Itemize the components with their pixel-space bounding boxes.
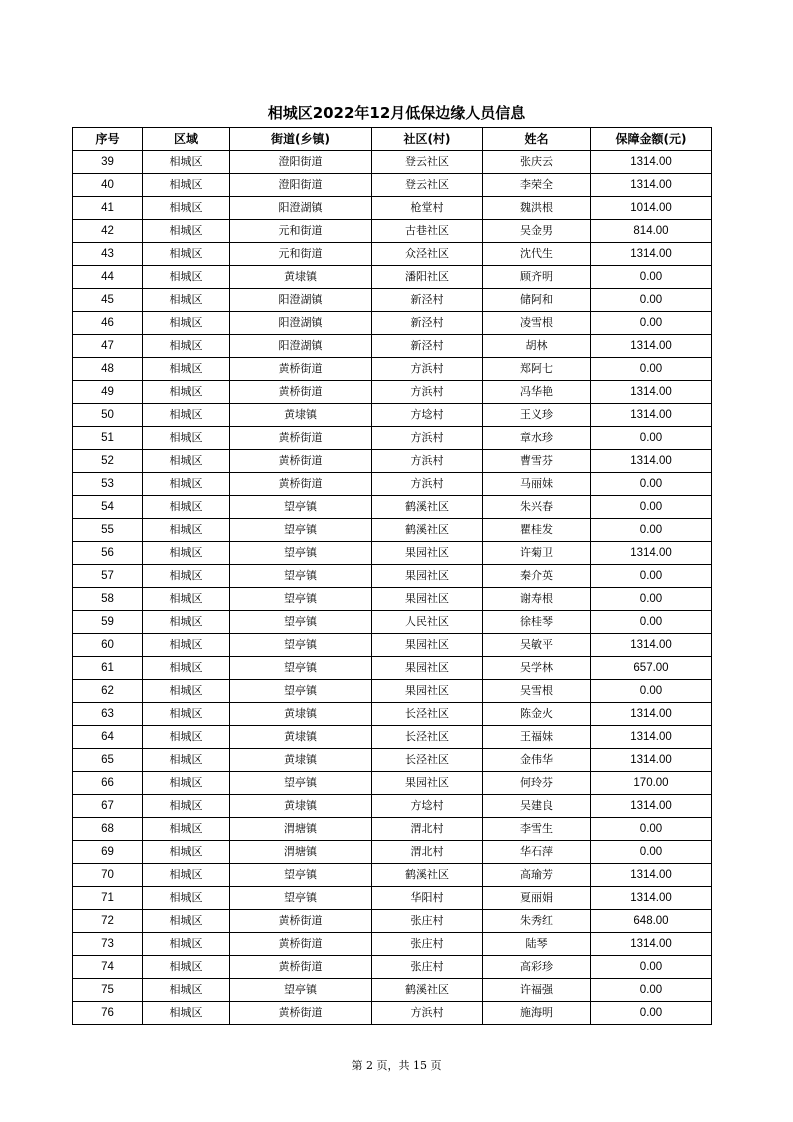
cell-amount: 0.00 [591, 841, 712, 864]
table-row [73, 542, 712, 565]
table-row [73, 795, 712, 818]
header-community: 社区(村) [372, 128, 483, 151]
cell-index: 73 [73, 933, 143, 956]
cell-community: 人民社区 [372, 611, 483, 634]
cell-amount: 814.00 [591, 220, 712, 243]
cell-name: 朱兴春 [483, 496, 591, 519]
cell-district: 相城区 [143, 289, 230, 312]
cell-community: 古巷社区 [372, 220, 483, 243]
cell-street: 望亭镇 [230, 496, 372, 519]
table-row [73, 979, 712, 1002]
cell-district: 相城区 [143, 910, 230, 933]
cell-community: 长泾社区 [372, 703, 483, 726]
cell-street: 黄埭镇 [230, 703, 372, 726]
cell-community: 方埝村 [372, 404, 483, 427]
cell-community: 张庄村 [372, 956, 483, 979]
cell-district: 相城区 [143, 565, 230, 588]
cell-name: 吴学林 [483, 657, 591, 680]
table-row [73, 588, 712, 611]
cell-community: 鹤溪社区 [372, 864, 483, 887]
cell-street: 阳澄湖镇 [230, 312, 372, 335]
cell-amount: 0.00 [591, 611, 712, 634]
cell-index: 65 [73, 749, 143, 772]
cell-community: 方浜村 [372, 473, 483, 496]
cell-index: 47 [73, 335, 143, 358]
cell-index: 57 [73, 565, 143, 588]
cell-name: 秦介英 [483, 565, 591, 588]
cell-index: 64 [73, 726, 143, 749]
cell-amount: 0.00 [591, 588, 712, 611]
cell-name: 谢寿根 [483, 588, 591, 611]
cell-index: 42 [73, 220, 143, 243]
cell-community: 果园社区 [372, 657, 483, 680]
cell-name: 张庆云 [483, 151, 591, 174]
cell-community: 果园社区 [372, 680, 483, 703]
table-row [73, 381, 712, 404]
cell-district: 相城区 [143, 588, 230, 611]
cell-street: 望亭镇 [230, 887, 372, 910]
header-district: 区域 [143, 128, 230, 151]
cell-index: 56 [73, 542, 143, 565]
cell-amount: 0.00 [591, 358, 712, 381]
cell-amount: 1314.00 [591, 634, 712, 657]
cell-community: 潘阳社区 [372, 266, 483, 289]
table-row [73, 611, 712, 634]
table-row [73, 427, 712, 450]
cell-amount: 1314.00 [591, 335, 712, 358]
table-row [73, 956, 712, 979]
cell-community: 张庄村 [372, 910, 483, 933]
cell-amount: 1314.00 [591, 151, 712, 174]
cell-community: 鹤溪社区 [372, 979, 483, 1002]
cell-name: 凌雪根 [483, 312, 591, 335]
table-row [73, 910, 712, 933]
table-row [73, 887, 712, 910]
table-header-row [73, 128, 712, 151]
table-row [73, 220, 712, 243]
cell-community: 长泾社区 [372, 726, 483, 749]
cell-district: 相城区 [143, 151, 230, 174]
cell-amount: 1314.00 [591, 174, 712, 197]
cell-district: 相城区 [143, 312, 230, 335]
cell-amount: 1314.00 [591, 933, 712, 956]
cell-name: 高瑜芳 [483, 864, 591, 887]
cell-amount: 1314.00 [591, 450, 712, 473]
cell-district: 相城区 [143, 542, 230, 565]
cell-name: 曹雪芬 [483, 450, 591, 473]
cell-amount: 648.00 [591, 910, 712, 933]
cell-street: 黄桥街道 [230, 381, 372, 404]
cell-name: 冯华艳 [483, 381, 591, 404]
cell-name: 瞿桂发 [483, 519, 591, 542]
cell-name: 沈代生 [483, 243, 591, 266]
cell-index: 39 [73, 151, 143, 174]
cell-district: 相城区 [143, 657, 230, 680]
cell-index: 76 [73, 1002, 143, 1025]
table-row [73, 473, 712, 496]
table-row [73, 933, 712, 956]
table-row [73, 565, 712, 588]
cell-index: 62 [73, 680, 143, 703]
cell-index: 52 [73, 450, 143, 473]
cell-amount: 1314.00 [591, 887, 712, 910]
cell-index: 41 [73, 197, 143, 220]
cell-street: 黄埭镇 [230, 266, 372, 289]
header-name: 姓名 [483, 128, 591, 151]
cell-street: 望亭镇 [230, 979, 372, 1002]
cell-index: 50 [73, 404, 143, 427]
page-title: 相城区2022年12月低保边缘人员信息 [267, 104, 526, 122]
cell-street: 渭塘镇 [230, 818, 372, 841]
cell-name: 郑阿七 [483, 358, 591, 381]
table-row [73, 726, 712, 749]
cell-district: 相城区 [143, 404, 230, 427]
table-body [73, 151, 712, 1025]
cell-community: 渭北村 [372, 841, 483, 864]
cell-street: 阳澄湖镇 [230, 335, 372, 358]
cell-name: 魏洪根 [483, 197, 591, 220]
header-amount: 保障金额(元) [591, 128, 712, 151]
cell-community: 众泾社区 [372, 243, 483, 266]
cell-district: 相城区 [143, 841, 230, 864]
cell-name: 章水珍 [483, 427, 591, 450]
cell-name: 陈金火 [483, 703, 591, 726]
cell-index: 55 [73, 519, 143, 542]
cell-street: 望亭镇 [230, 542, 372, 565]
cell-street: 望亭镇 [230, 588, 372, 611]
cell-community: 新泾村 [372, 289, 483, 312]
table-row [73, 197, 712, 220]
cell-amount: 1314.00 [591, 703, 712, 726]
cell-street: 望亭镇 [230, 657, 372, 680]
cell-community: 渭北村 [372, 818, 483, 841]
cell-amount: 0.00 [591, 979, 712, 1002]
cell-index: 44 [73, 266, 143, 289]
table-row [73, 358, 712, 381]
cell-amount: 1314.00 [591, 795, 712, 818]
cell-street: 黄桥街道 [230, 956, 372, 979]
cell-district: 相城区 [143, 243, 230, 266]
table-row [73, 335, 712, 358]
cell-name: 吴雪根 [483, 680, 591, 703]
cell-street: 黄埭镇 [230, 749, 372, 772]
cell-name: 胡林 [483, 335, 591, 358]
cell-amount: 0.00 [591, 565, 712, 588]
cell-community: 方浜村 [372, 381, 483, 404]
cell-street: 黄桥街道 [230, 450, 372, 473]
table-row [73, 312, 712, 335]
cell-street: 望亭镇 [230, 565, 372, 588]
cell-street: 黄桥街道 [230, 1002, 372, 1025]
cell-street: 黄埭镇 [230, 795, 372, 818]
cell-street: 黄桥街道 [230, 933, 372, 956]
cell-community: 鹤溪社区 [372, 519, 483, 542]
cell-index: 66 [73, 772, 143, 795]
cell-district: 相城区 [143, 220, 230, 243]
table-row [73, 1002, 712, 1025]
cell-district: 相城区 [143, 266, 230, 289]
cell-index: 72 [73, 910, 143, 933]
cell-name: 华石萍 [483, 841, 591, 864]
cell-amount: 0.00 [591, 956, 712, 979]
table-row [73, 496, 712, 519]
cell-community: 登云社区 [372, 174, 483, 197]
cell-community: 方浜村 [372, 358, 483, 381]
table-row [73, 174, 712, 197]
cell-amount: 0.00 [591, 473, 712, 496]
table-row [73, 404, 712, 427]
cell-community: 登云社区 [372, 151, 483, 174]
cell-name: 陆琴 [483, 933, 591, 956]
cell-amount: 170.00 [591, 772, 712, 795]
table-row [73, 841, 712, 864]
cell-name: 吴金男 [483, 220, 591, 243]
table-row [73, 772, 712, 795]
cell-amount: 0.00 [591, 289, 712, 312]
cell-street: 黄桥街道 [230, 473, 372, 496]
cell-community: 长泾社区 [372, 749, 483, 772]
cell-district: 相城区 [143, 519, 230, 542]
cell-amount: 0.00 [591, 1002, 712, 1025]
table-row [73, 151, 712, 174]
cell-district: 相城区 [143, 795, 230, 818]
cell-name: 许福强 [483, 979, 591, 1002]
cell-amount: 657.00 [591, 657, 712, 680]
cell-district: 相城区 [143, 818, 230, 841]
cell-index: 58 [73, 588, 143, 611]
cell-index: 63 [73, 703, 143, 726]
cell-index: 61 [73, 657, 143, 680]
cell-index: 74 [73, 956, 143, 979]
cell-index: 46 [73, 312, 143, 335]
cell-street: 元和街道 [230, 220, 372, 243]
cell-amount: 0.00 [591, 519, 712, 542]
cell-street: 黄埭镇 [230, 404, 372, 427]
cell-district: 相城区 [143, 450, 230, 473]
cell-community: 新泾村 [372, 312, 483, 335]
cell-district: 相城区 [143, 358, 230, 381]
cell-amount: 1314.00 [591, 726, 712, 749]
cell-name: 许菊卫 [483, 542, 591, 565]
cell-community: 果园社区 [372, 772, 483, 795]
cell-district: 相城区 [143, 473, 230, 496]
cell-name: 马丽妹 [483, 473, 591, 496]
cell-district: 相城区 [143, 887, 230, 910]
cell-amount: 0.00 [591, 312, 712, 335]
cell-district: 相城区 [143, 174, 230, 197]
cell-name: 李荣全 [483, 174, 591, 197]
cell-district: 相城区 [143, 979, 230, 1002]
table-row [73, 680, 712, 703]
cell-index: 45 [73, 289, 143, 312]
cell-district: 相城区 [143, 496, 230, 519]
cell-amount: 1014.00 [591, 197, 712, 220]
cell-street: 澄阳街道 [230, 151, 372, 174]
cell-index: 75 [73, 979, 143, 1002]
cell-street: 黄桥街道 [230, 427, 372, 450]
cell-street: 黄桥街道 [230, 358, 372, 381]
cell-name: 吴敏平 [483, 634, 591, 657]
cell-index: 71 [73, 887, 143, 910]
cell-district: 相城区 [143, 726, 230, 749]
cell-name: 施海明 [483, 1002, 591, 1025]
cell-index: 53 [73, 473, 143, 496]
cell-district: 相城区 [143, 634, 230, 657]
records-table [72, 127, 712, 1025]
cell-amount: 0.00 [591, 680, 712, 703]
cell-street: 渭塘镇 [230, 841, 372, 864]
cell-district: 相城区 [143, 680, 230, 703]
cell-index: 43 [73, 243, 143, 266]
cell-name: 李雪生 [483, 818, 591, 841]
cell-street: 黄埭镇 [230, 726, 372, 749]
cell-district: 相城区 [143, 335, 230, 358]
cell-community: 果园社区 [372, 634, 483, 657]
cell-name: 王义珍 [483, 404, 591, 427]
cell-community: 方浜村 [372, 1002, 483, 1025]
table-row [73, 703, 712, 726]
cell-district: 相城区 [143, 956, 230, 979]
cell-index: 40 [73, 174, 143, 197]
cell-community: 方浜村 [372, 450, 483, 473]
cell-street: 望亭镇 [230, 772, 372, 795]
table-row [73, 266, 712, 289]
table-row [73, 818, 712, 841]
cell-community: 方埝村 [372, 795, 483, 818]
table-row [73, 519, 712, 542]
table-row [73, 450, 712, 473]
cell-amount: 1314.00 [591, 381, 712, 404]
cell-community: 鹤溪社区 [372, 496, 483, 519]
table-row [73, 634, 712, 657]
cell-district: 相城区 [143, 1002, 230, 1025]
cell-community: 方浜村 [372, 427, 483, 450]
cell-index: 51 [73, 427, 143, 450]
cell-community: 果园社区 [372, 542, 483, 565]
cell-name: 高彩珍 [483, 956, 591, 979]
cell-amount: 0.00 [591, 818, 712, 841]
header-street: 街道(乡镇) [230, 128, 372, 151]
cell-street: 望亭镇 [230, 634, 372, 657]
cell-community: 新泾村 [372, 335, 483, 358]
cell-name: 储阿和 [483, 289, 591, 312]
cell-district: 相城区 [143, 703, 230, 726]
cell-district: 相城区 [143, 772, 230, 795]
cell-index: 67 [73, 795, 143, 818]
cell-amount: 1314.00 [591, 404, 712, 427]
cell-street: 元和街道 [230, 243, 372, 266]
cell-index: 59 [73, 611, 143, 634]
cell-amount: 1314.00 [591, 243, 712, 266]
cell-district: 相城区 [143, 381, 230, 404]
cell-index: 49 [73, 381, 143, 404]
cell-community: 果园社区 [372, 588, 483, 611]
cell-street: 黄桥街道 [230, 910, 372, 933]
cell-index: 70 [73, 864, 143, 887]
cell-district: 相城区 [143, 864, 230, 887]
table-row [73, 289, 712, 312]
cell-name: 顾齐明 [483, 266, 591, 289]
cell-community: 果园社区 [372, 565, 483, 588]
cell-community: 华阳村 [372, 887, 483, 910]
page-footer: 第 2 页，共 15 页 [351, 1059, 442, 1072]
cell-community: 枪堂村 [372, 197, 483, 220]
table-row [73, 749, 712, 772]
cell-amount: 0.00 [591, 496, 712, 519]
cell-community: 张庄村 [372, 933, 483, 956]
cell-name: 何玲芬 [483, 772, 591, 795]
cell-amount: 1314.00 [591, 542, 712, 565]
cell-name: 王福妹 [483, 726, 591, 749]
cell-amount: 0.00 [591, 427, 712, 450]
cell-street: 望亭镇 [230, 864, 372, 887]
cell-district: 相城区 [143, 933, 230, 956]
cell-district: 相城区 [143, 611, 230, 634]
cell-name: 朱秀红 [483, 910, 591, 933]
cell-amount: 0.00 [591, 266, 712, 289]
cell-index: 69 [73, 841, 143, 864]
cell-district: 相城区 [143, 427, 230, 450]
cell-district: 相城区 [143, 749, 230, 772]
cell-amount: 1314.00 [591, 749, 712, 772]
cell-index: 68 [73, 818, 143, 841]
table-row [73, 243, 712, 266]
cell-street: 澄阳街道 [230, 174, 372, 197]
cell-street: 阳澄湖镇 [230, 289, 372, 312]
cell-index: 48 [73, 358, 143, 381]
cell-name: 吴建良 [483, 795, 591, 818]
header-index: 序号 [73, 128, 143, 151]
cell-street: 望亭镇 [230, 519, 372, 542]
cell-amount: 1314.00 [591, 864, 712, 887]
cell-street: 阳澄湖镇 [230, 197, 372, 220]
table-row [73, 657, 712, 680]
cell-name: 夏丽娟 [483, 887, 591, 910]
cell-index: 60 [73, 634, 143, 657]
table-row [73, 864, 712, 887]
cell-district: 相城区 [143, 197, 230, 220]
cell-street: 望亭镇 [230, 680, 372, 703]
cell-name: 徐桂琴 [483, 611, 591, 634]
cell-name: 金伟华 [483, 749, 591, 772]
cell-index: 54 [73, 496, 143, 519]
cell-street: 望亭镇 [230, 611, 372, 634]
